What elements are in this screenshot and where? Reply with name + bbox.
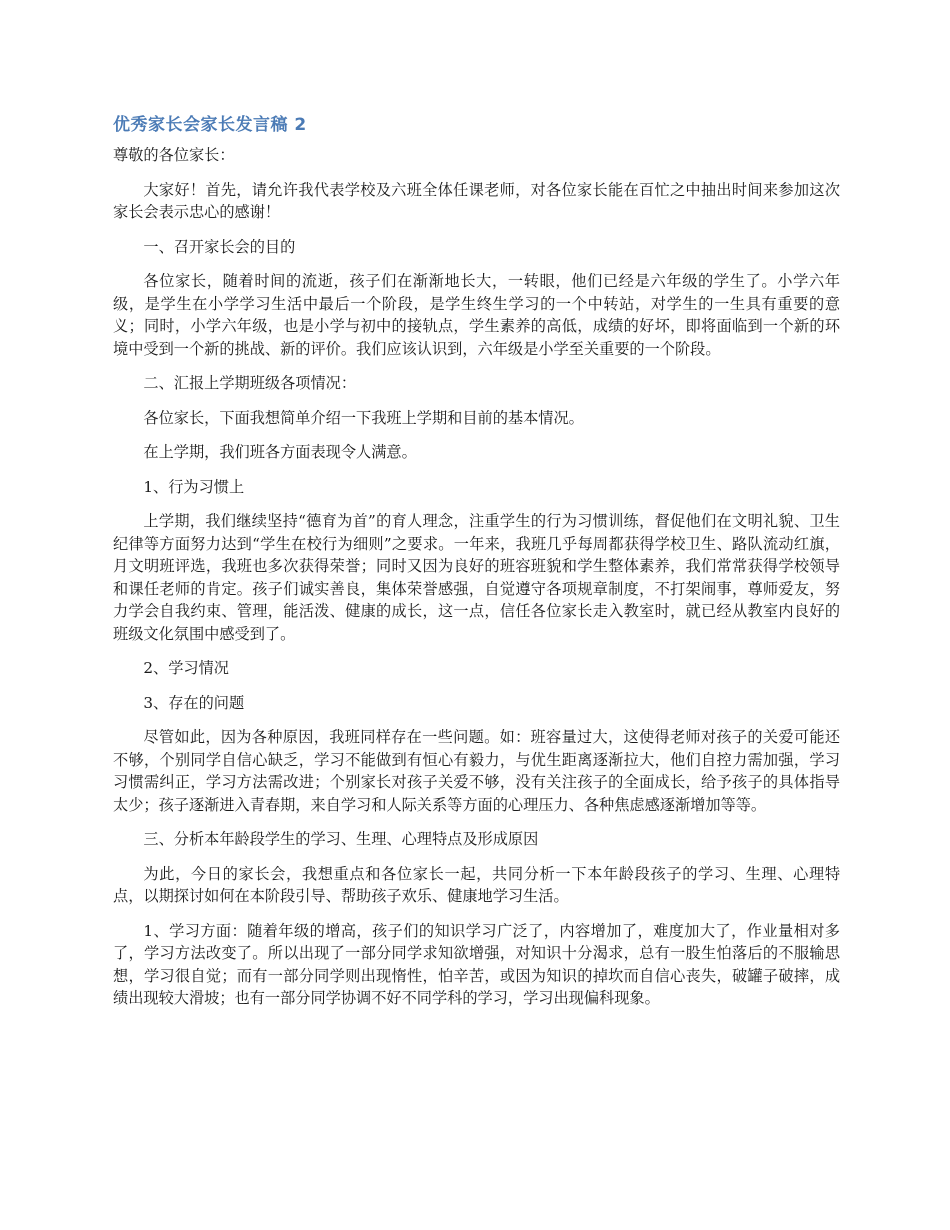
subheading: 2、学习情况 xyxy=(143,659,229,677)
paragraph: 在上学期，我们班各方面表现令人满意。 xyxy=(143,443,417,461)
paragraph: 尽管如此，因为各种原因，我班同样存在一些问题。如：班容量过大，这使得老师对孩子的关爱可能还不够，个别同学自信心缺乏，学习不能做到有恒心有毅力，与优生距离逐渐拉大，他们自控力需加强，学习习惯需纠正，学习方法需改进；个别家长对孩子关爱不够，没有关注孩子的全面成长，给予孩子的具体指导太少；孩子逐渐进入青春期，来自学习和人际关系等方面的心理压力、各种焦虑感逐渐增加等等。 xyxy=(113,728,840,814)
section-heading-1: 一、召开家长会的目的 xyxy=(143,237,296,256)
section-heading-2: 二、汇报上学期班级各项情况： xyxy=(143,374,357,392)
paragraph: 1、学习方面：随着年级的增高，孩子们的知识学习广泛了，内容增加了，难度加大了，作业量相对多了，学习方法改变了。所以出现了一部分同学求知欲增强，对知识十分渴求，总有一股生怕落后的不服输思想，学习很自觉；而有一部分同学则出现惰性，怕辛苦，或因为知识的掉坎而自信心丧失，破罐子破摔，成绩出现较大滑坡；也有一部分同学协调不好不同学科的学习，学习出现偏科现象。 xyxy=(113,921,840,1007)
subheading: 3、存在的问题 xyxy=(143,693,245,712)
paragraph: 各位家长，下面我想简单介绍一下我班上学期和目前的基本情况。 xyxy=(143,408,584,427)
paragraph-greeting: 大家好！首先，请允许我代表学校及六班全体任课老师，对各位家长能在百忙之中抽出时间来参加这次家长会表示忠心的感谢！ xyxy=(113,180,840,221)
subheading: 1、行为习惯上 xyxy=(143,477,245,496)
paragraph: 各位家长，随着时间的流逝，孩子们在渐渐地长大，一转眼，他们已经是六年级的学生了。小学六年级，是学生在小学学习生活中最后一个阶段，是学生终生学习的一个中转站，对学生的一生具有重要的意义；同时，小学六年级，也是小学与初中的接轨点，学生素养的高低，成绩的好坏，即将面临到一个新的环境中受到一个新的挑战、新的评价。我们应该认识到，六年级是小学至关重要的一个阶段。 xyxy=(113,272,840,358)
section-heading-3: 三、分析本年龄段学生的学习、生理、心理特点及形成原因 xyxy=(143,830,539,848)
paragraph: 上学期，我们继续坚持“德育为首”的育人理念，注重学生的行为习惯训练，督促他们在文明礼貌、卫生纪律等方面努力达到“学生在校行为细则”之要求。一年来，我班几乎每周都获得学校卫生、路队流动红旗，月文明班评选，我班也多次获得荣誉；同时又因为良好的班容班貌和学生整体素养，我们常常获得学校领导和课任老师的肯定。孩子们诚实善良，集体荣誉感强，自觉遵守各项规章制度，不打架闹事，尊师爱友，努力学会自我约束、管理，能活泼、健康的成长，这一点，信任各位家长走入教室时，就已经从教室内良好的班级文化氛围中感受到了。 xyxy=(113,512,840,643)
document-title: 优秀家长会家长发言稿 2 xyxy=(113,115,307,135)
document-page xyxy=(113,112,840,1022)
paragraph: 为此，今日的家长会，我想重点和各位家长一起，共同分析一下本年龄段孩子的学习、生理、心理特点，以期探讨如何在本阶段引导、帮助孩子欢乐、健康地学习生活。 xyxy=(113,864,840,905)
salutation: 尊敬的各位家长： xyxy=(113,146,235,164)
document-body xyxy=(113,144,840,1010)
